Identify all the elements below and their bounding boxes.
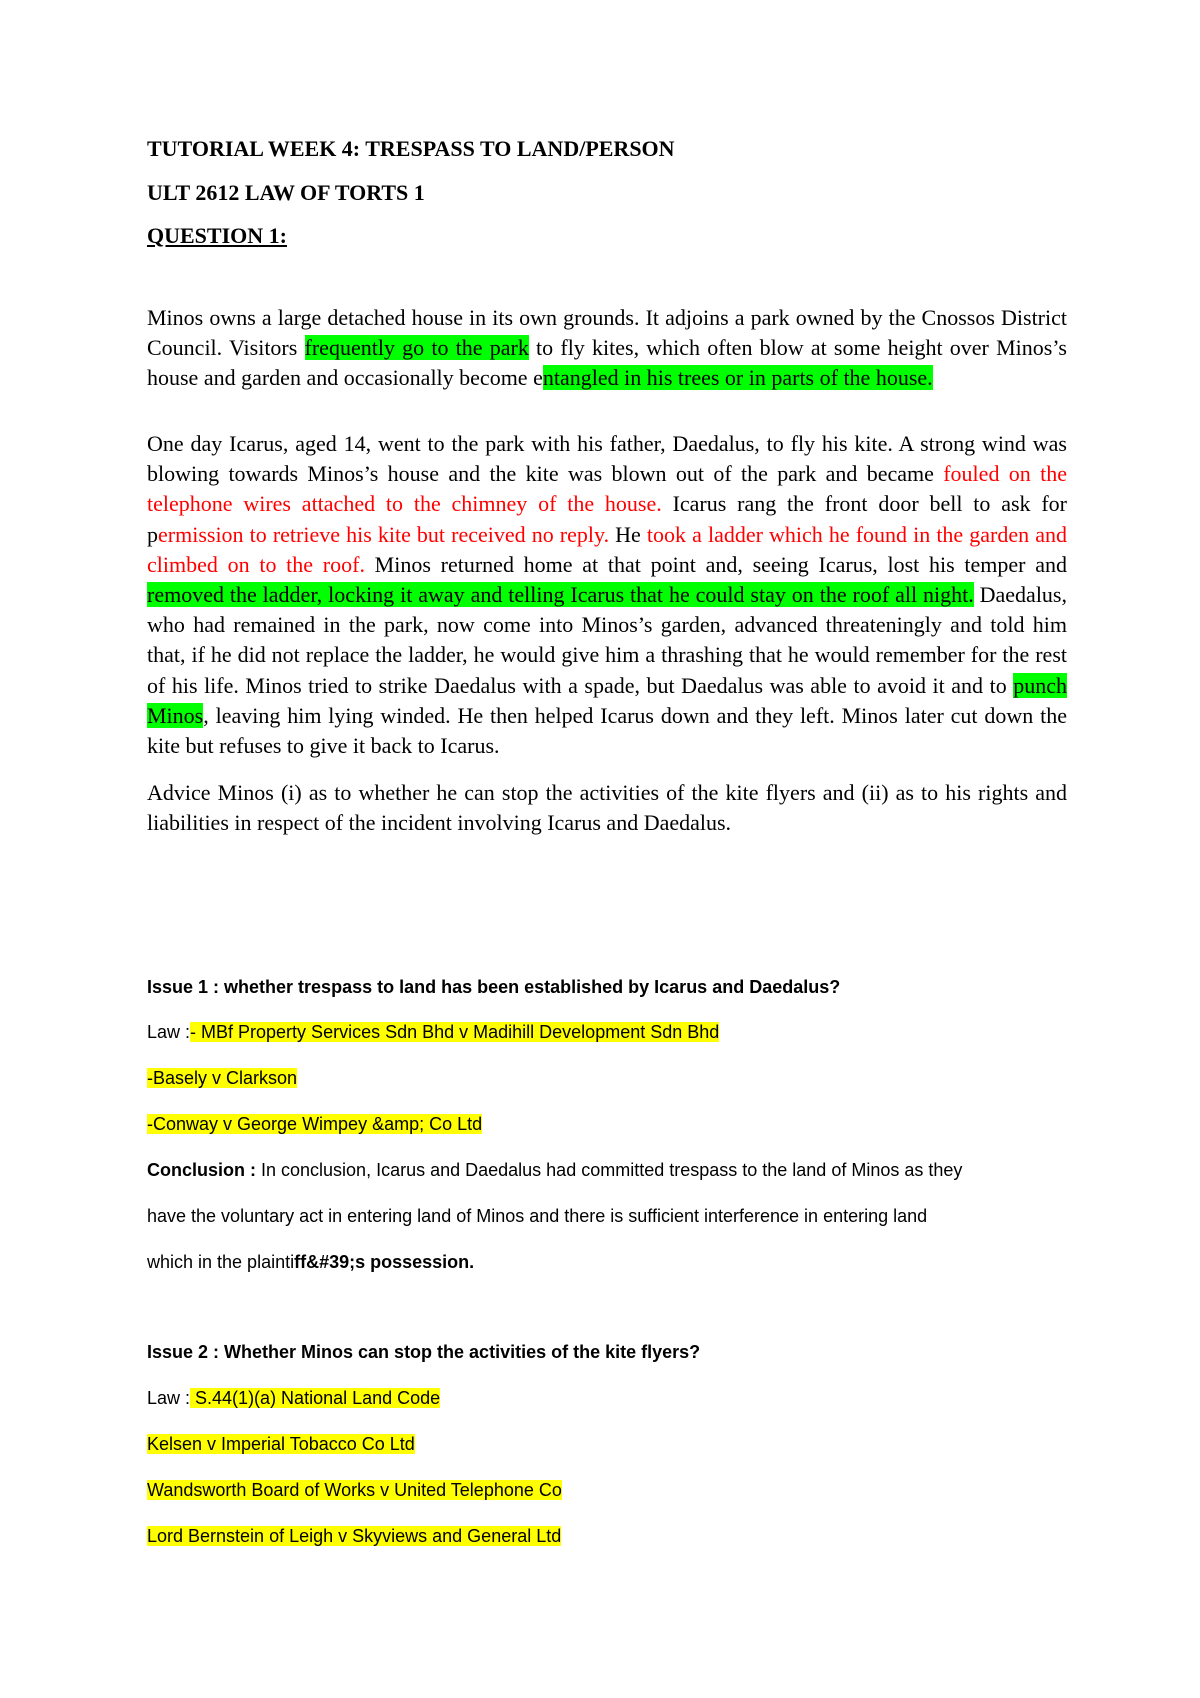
question-paragraph-1 <box>147 303 1067 394</box>
issue-2-case-2: Kelsen v Imperial Tobacco Co Ltd <box>147 1434 415 1454</box>
issue-2-law-line <box>147 1386 440 1410</box>
issue-1-conclusion-line-3 <box>147 1250 474 1274</box>
course-title: ULT 2612 LAW OF TORTS 1 <box>147 180 425 205</box>
issue-1-conclusion-text-3: which in the plainti <box>147 1252 295 1272</box>
p2-red-permission: ermission to retrieve his kite but received no reply. <box>158 521 610 547</box>
p2-text-2: Icarus rang the front door bell to ask for p <box>147 491 1067 547</box>
p2-text-1: One day Icarus, aged 14, went to the park with his father, Daedalus, to fly his kite. A strong wind was blowing towards Minos’s house and the kite was blown out of the park and became <box>147 431 1067 487</box>
issue-2-law-label: Law : <box>147 1388 191 1408</box>
p2-red-fouled: fouled on the telephone wires attached to the chimney of the house. <box>147 461 1067 517</box>
issue-2-case-4: Lord Bernstein of Leigh v Skyviews and General Ltd <box>147 1526 562 1546</box>
p2-text-3: He <box>609 521 647 547</box>
issue-1-law-line <box>147 1020 719 1044</box>
p2-text-4: Minos returned home at that point and, seeing Icarus, lost his temper and <box>364 551 1068 577</box>
issue-1-conclusion-text-1: In conclusion, Icarus and Daedalus had committed trespass to the land of Minos as they <box>256 1160 963 1180</box>
issue-2-case-1: S.44(1)(a) National Land Code <box>190 1388 441 1408</box>
p2-highlight-removed-ladder: removed the ladder, locking it away and telling Icarus that he could stay on the roof all night. <box>147 582 974 608</box>
p2-text-5: Daedalus, who had remained in the park, now come into Minos’s garden, advanced threateningly and told him that, if he did not replace the ladder, he would give him a thrashing that he would remember for the rest of his life. Minos tried to strike Daedalus with a spade, but Daedalus was able to avoid it and to <box>147 582 1067 698</box>
issue-2-case-3-line <box>147 1478 562 1502</box>
issue-1-conclusion-text-4: ff&#39;s possession. <box>294 1252 475 1272</box>
issue-1-case-2: -Basely v Clarkson <box>147 1068 298 1088</box>
question-heading: QUESTION 1: <box>147 223 287 248</box>
issue-1-case-3: -Conway v George Wimpey &amp; Co Ltd <box>147 1114 483 1134</box>
issue-2-case-4-line <box>147 1524 561 1548</box>
p2-red-ladder: took a ladder which he found in the garden and climbed on to the roof. <box>147 521 1067 577</box>
p1-text-1: Minos owns a large detached house in its own grounds. It adjoins a park owned by the Cnossos District Council. Visitors <box>147 305 1067 361</box>
issue-1-conclusion-line-2 <box>147 1204 927 1228</box>
question-paragraph-3 <box>147 778 1067 838</box>
issue-1-conclusion-label: Conclusion : <box>147 1160 256 1180</box>
p2-text-6: , leaving him lying winded. He then helped Icarus down and they left. Minos later cut down the kite but refuses to give it back to Icarus. <box>147 702 1067 759</box>
question-paragraph-2 <box>147 429 1067 761</box>
p2-highlight-punch: punch Minos <box>147 672 1067 728</box>
issue-1-law-label: Law : <box>147 1022 191 1042</box>
p1-text-2: to fly kites, which often blow at some height over Minos’s house and garden and occasionally become e <box>147 335 1067 391</box>
issue-1-conclusion-line-1 <box>147 1158 962 1182</box>
document-title: TUTORIAL WEEK 4: TRESPASS TO LAND/PERSON <box>147 136 675 161</box>
issue-1-conclusion-text-2: have the voluntary act in entering land of Minos and there is sufficient interference in entering land <box>147 1206 928 1226</box>
issue-1-heading: Issue 1 : whether trespass to land has been established by Icarus and Daedalus? <box>147 977 841 997</box>
issue-1-case-2-line <box>147 1066 297 1090</box>
p1-highlight-park: frequently go to the park <box>304 335 529 361</box>
issue-2-heading: Issue 2 : Whether Minos can stop the activities of the kite flyers? <box>147 1342 701 1362</box>
p3-text: Advice Minos (i) as to whether he can stop the activities of the kite flyers and (ii) as to his rights and liabilities in respect of the incident involving Icarus and Daedalus. <box>147 780 1067 836</box>
issue-2-case-3: Wandsworth Board of Works v United Telephone Co <box>147 1480 562 1500</box>
p1-highlight-entangled: ntangled in his trees or in parts of the house. <box>542 365 933 391</box>
issue-1-case-3-line <box>147 1112 482 1136</box>
issue-1-case-1: - MBf Property Services Sdn Bhd v Madihill Development Sdn Bhd <box>190 1022 720 1042</box>
issue-2-case-2-line <box>147 1432 415 1456</box>
